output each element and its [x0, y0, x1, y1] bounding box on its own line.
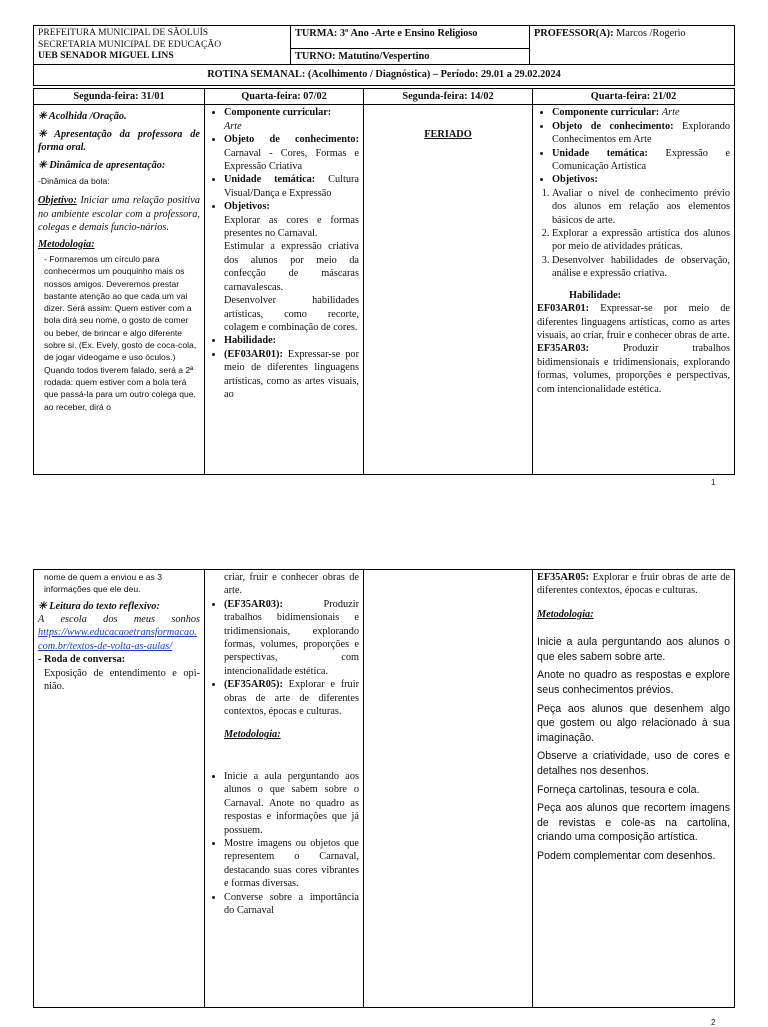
dinamica-title: ✳ Dinâmica de apresentação: — [38, 159, 166, 171]
habilidade-item-col2: • Habilidade: — [224, 334, 359, 347]
unidade-item-col2: • Unidade temática: Cultura Visual/Dança e Expressão — [224, 173, 359, 200]
leitura-link-wrap — [38, 626, 200, 653]
school-info-cell — [34, 26, 291, 65]
habilidade-label-col4: Habilidade: — [569, 289, 622, 301]
apresentacao-item: ✳ Apresentação da professora de forma oral. — [38, 128, 200, 154]
objetivo-1-col4: 1. Avaliar o nível de conhecimento prévio dos alunos em relação aos elementos básicos de arte. — [552, 187, 730, 227]
weekly-table-page1 — [33, 88, 735, 475]
acolhida-item: ✳ Acolhida /Oração. — [38, 111, 127, 123]
met-para-3-col4: Peça aos alunos que desenhem algo que gostem ou algo relacionado à sua imaginação. — [537, 702, 730, 744]
objetivos-label-col4: • Objetivos: — [552, 173, 730, 186]
wednesday-21-cell-cont — [533, 570, 735, 1008]
turma-label: TURMA: — [295, 28, 338, 39]
dinamica-text: -Dinâmica da bola: — [38, 176, 110, 187]
monday-14-cell — [364, 105, 533, 475]
turno-cell — [291, 49, 530, 65]
weekly-table-page2 — [33, 569, 735, 1008]
componente-item-col4: • Componente curricular: Arte — [552, 106, 730, 119]
objetivo-text: Iniciar uma relação positiva no ambiente escolar com a professora, colegas e demais funcio-nários. — [38, 195, 200, 234]
turma-cell — [291, 26, 530, 49]
unidade-item-col4: • Unidade temática: Expressão e Comunicação Artística — [552, 147, 730, 174]
feriado-label: FERIADO — [424, 129, 472, 141]
objetivos-item-col2: • Objetivos: Explorar as cores e formas presentes no Carnaval. Estimular a expressão criativa dos alunos por meio da confecção de máscaras carnavalescas. Desenvolver habilidades artísticas, como recorte, colagem e combinação de cores. — [224, 200, 359, 334]
objeto-item-col2: • Objeto de conhecimento: Carnaval - Cores, Formas e Expressão Criativa — [224, 133, 359, 173]
school-line-2: SECRETARIA MUNICIPAL DE EDUCAÇÃO — [38, 38, 222, 50]
monday-31-cell-cont — [34, 570, 205, 1008]
wednesday-07-cell-cont — [205, 570, 364, 1008]
objetivo-3-col4: 3. Desenvolver habilidades de observação, análise e expressão criativa. — [552, 254, 730, 281]
monday-31-cell — [34, 105, 205, 475]
metodologia-label-col4: Metodologia: — [537, 608, 594, 620]
ef35ar05-col4: EF35AR05: Explorar e fruir obras de arte de diferentes contextos, épocas e culturas. — [537, 572, 730, 597]
header-table — [33, 25, 735, 86]
met-item-2-col2: • Mostre imagens ou objetos que representem o Carnaval, destacando suas cores vibrantes e formas diversas. — [224, 837, 359, 891]
met-para-7-col4: Podem complementar com desenhos. — [537, 849, 716, 862]
metodologia-text-col1-cont: nome de quem a enviou e as 3 informações que ele deu. — [44, 572, 163, 595]
professor-value: Marcos /Rogerio — [616, 28, 686, 39]
metodologia-text-col1: - Formaremos um círculo para conhecermos um pouquinho mais os nossos amigos. Deveremos prestar bastante atenção ao que cada um vai dizer. Será assim: Quem estiver com a bola dirá seu nome, o gosto de comer ou beber, de brincar e algo diferente sobre si. (Ex. Evely, gosto de coca-cola, de jogar videogame e uso óculos.) Quando todos tiverem falado, será a 2ª rodada: quem estiver com a bola terá que passá-la para um outro colega que, ao receber, dirá o — [44, 253, 197, 412]
wednesday-21-cell — [533, 105, 735, 475]
met-para-4-col4: Observe a criatividade, uso de cores e detalhes nos desenhos. — [537, 750, 730, 777]
day-header-1: Segunda-feira: 31/01 — [34, 89, 205, 105]
school-line-1: PREFEITURA MUNICIPAL DE SÃOLUÍS — [38, 27, 209, 38]
ef03ar01-cont-col2: criar, fruir e conhecer obras de arte. — [224, 572, 359, 597]
metodologia-label-col1: Metodologia: — [38, 238, 95, 250]
met-para-2-col4: Anote no quadro as respostas e explore seus conhecimentos prévios. — [537, 669, 730, 696]
turma-value: 3º Ano -Arte e Ensino Religioso — [339, 28, 478, 39]
page-number-2: 2 — [711, 1018, 716, 1027]
objetivo-label: Objetivo: — [38, 195, 77, 207]
met-item-3-col2: • Converse sobre a importância do Carnaval — [224, 891, 359, 918]
turno-value: Matutino/Vespertino — [338, 51, 430, 62]
metodologia-list-col4 — [537, 635, 730, 863]
objeto-item-col4: • Objeto de conhecimento: Explorando Conhecimentos em Arte — [552, 120, 730, 147]
roda-title: - Roda de conversa: — [38, 654, 126, 666]
page-number-1: 1 — [711, 478, 716, 487]
school-line-3: UEB SENADOR MIGUEL LINS — [38, 50, 174, 61]
metodologia-label-col2: Metodologia: — [224, 729, 281, 741]
day-header-4: Quarta-feira: 21/02 — [533, 89, 735, 105]
wednesday-07-cell — [205, 105, 364, 475]
rotina-title: ROTINA SEMANAL: (Acolhimento / Diagnóstica) – Período: 29.01 a 29.02.2024 — [34, 65, 735, 85]
ef35ar05-item-col2: • (EF35AR05): Explorar e fruir obras de arte de diferentes contextos, épocas e culturas. — [224, 678, 359, 718]
met-para-5-col4: Forneça cartolinas, tesoura e cola. — [537, 783, 700, 796]
objetivo-paragraph — [38, 194, 200, 234]
met-item-1-col2: • Inicie a aula perguntando aos alunos o que sabem sobre o Carnaval. Anote no quadro as respostas e informações que já possuem. — [224, 770, 359, 837]
professor-label: PROFESSOR(A): — [534, 28, 614, 39]
ef03ar01-col4: EF03AR01: Expressar-se por meio de diferentes linguagens artísticas, como as artes visuais, ao criar, fruir e conhecer obras de arte. — [537, 303, 730, 341]
roda-text: Exposição de entendimento e opi-nião. — [44, 667, 200, 693]
monday-14-cell-cont — [364, 570, 533, 1008]
objetivo-2-col4: 2. Explorar a expressão artística dos alunos por meio de atividades práticas. — [552, 227, 730, 254]
leitura-link[interactable]: https://www.educacaoetransformacao.com.br/textos-de-volta-as-aulas/ — [38, 627, 197, 652]
leitura-title: ✳ Leitura do texto reflexivo: — [38, 600, 160, 612]
ef35ar03-item-col2: • (EF35AR03): Produzir trabalhos bidimensionais e tridimensionais, explorando formas, volumes, proporções e perspectivas, com intencionalidade estética. — [224, 598, 359, 678]
ef03ar01-item-col2: • (EF03AR01): Expressar-se por meio de diferentes linguagens artísticas, como as artes visuais, ao — [224, 348, 359, 402]
professor-cell — [530, 26, 735, 65]
met-para-6-col4: Peça aos alunos que recortem imagens de revistas e cole-as na cartolina, criando uma composição artística. — [537, 802, 730, 844]
ef35ar03-col4: EF35AR03: Produzir trabalhos bidimensionais e tridimensionais, explorando formas, volumes, proporções e perspectivas, com intencionalidade estética. — [537, 343, 731, 395]
met-para-1-col4: Inicie a aula perguntando aos alunos o que eles sabem sobre arte. — [537, 636, 730, 663]
componente-item-col2: • Componente curricular: Arte — [224, 106, 359, 133]
day-header-3: Segunda-feira: 14/02 — [364, 89, 533, 105]
leitura-text: A escola dos meus sonhos — [38, 614, 200, 625]
day-header-2: Quarta-feira: 07/02 — [205, 89, 364, 105]
turno-label: TURNO: — [295, 51, 336, 62]
